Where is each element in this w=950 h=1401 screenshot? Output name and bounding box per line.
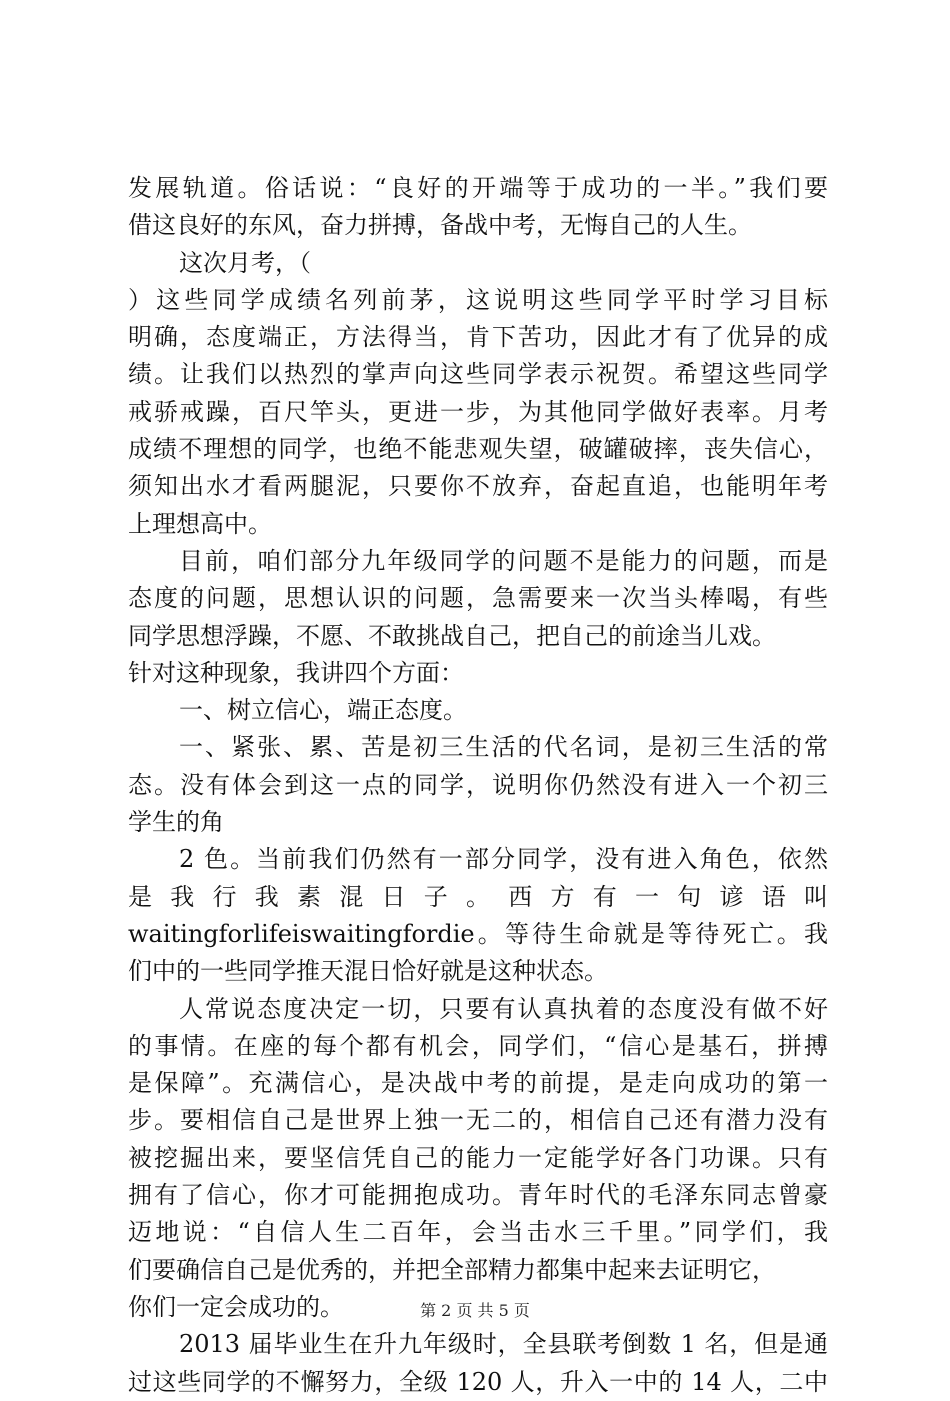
text-line: 拥有了信心，你才可能拥抱成功。青年时代的毛泽东同志曾豪 <box>128 1181 828 1210</box>
text-line: 你们一定会成功的。 <box>128 1292 344 1321</box>
text-line: 须知出水才看两腿泥，只要你不放弃，奋起直追，也能明年考 <box>128 472 828 501</box>
document-body <box>128 170 828 1401</box>
text-line: 目前，咱们部分九年级同学的问题不是能力的问题，而是 <box>179 546 828 575</box>
text-line: 2013 届毕业生在升九年级时，全县联考倒数 1 名，但是通 <box>179 1330 828 1359</box>
text-line: 上理想高中。 <box>128 509 272 538</box>
text-line: 们中的一些同学推天混日恰好就是这种状态。 <box>128 957 608 986</box>
text-line: 针对这种现象，我讲四个方面： <box>128 658 464 687</box>
text-line: ）这些同学成绩名列前茅，这说明这些同学平时学习目标 <box>128 285 828 314</box>
text-line: 是 我 行 我 素 混 日 子 。 西 方 有 一 句 谚 语 叫 <box>128 882 828 911</box>
text-line: 绩。让我们以热烈的掌声向这些同学表示祝贺。希望这些同学 <box>128 360 828 389</box>
page-number-footer: 第 2 页 共 5 页 <box>420 1301 530 1320</box>
text-line: 借这良好的东风，奋力拼搏，备战中考，无悔自己的人生。 <box>128 211 752 240</box>
text-line: 戒骄戒躁，百尺竿头，更进一步，为其他同学做好表率。月考 <box>128 397 828 426</box>
text-line: waitingforlifeiswaitingfordie。等待生命就是等待死亡。我 <box>128 919 828 948</box>
text-line: 步。要相信自己是世界上独一无二的，相信自己还有潜力没有 <box>128 1106 828 1135</box>
text-line: 态度的问题，思想认识的问题，急需要来一次当头棒喝，有些 <box>128 584 828 613</box>
text-line: 过这些同学的不懈努力，全级 120 人，升入一中的 14 人，二中 <box>128 1367 828 1396</box>
text-line: 一、紧张、累、苦是初三生活的代名词，是初三生活的常 <box>179 733 828 762</box>
text-line: 明确，态度端正，方法得当，肯下苦功，因此才有了优异的成 <box>128 323 828 352</box>
text-line: 们要确信自己是优秀的，并把全部精力都集中起来去证明它， <box>128 1255 776 1284</box>
text-line: 的事情。在座的每个都有机会，同学们，“信心是基石，拼搏 <box>128 1031 828 1060</box>
text-line: 迈地说：“自信人生二百年，会当击水三千里。”同学们，我 <box>128 1218 828 1247</box>
text-line: 学生的角 <box>128 808 224 837</box>
text-line: 成绩不理想的同学，也绝不能悲观失望，破罐破摔，丧失信心， <box>128 435 828 464</box>
text-line: 被挖掘出来，要坚信凭自己的能力一定能学好各门功课。只有 <box>128 1143 828 1172</box>
text-line: 发展轨道。俗话说：“良好的开端等于成功的一半。”我们要 <box>128 174 828 202</box>
text-line: 这次月考，（ <box>179 248 311 277</box>
text-line: 是保障”。充满信心，是决战中考的前提，是走向成功的第一 <box>128 1069 828 1098</box>
text-line: 一、树立信心，端正态度。 <box>179 696 467 725</box>
text-line: 人常说态度决定一切，只要有认真执着的态度没有做不好 <box>179 994 828 1023</box>
text-line: 态。没有体会到这一点的同学，说明你仍然没有进入一个初三 <box>128 770 828 799</box>
text-line: 同学思想浮躁，不愿、不敢挑战自己，把自己的前途当儿戏。 <box>128 621 776 650</box>
text-line: 2 色。当前我们仍然有一部分同学，没有进入角色，依然 <box>179 845 828 874</box>
